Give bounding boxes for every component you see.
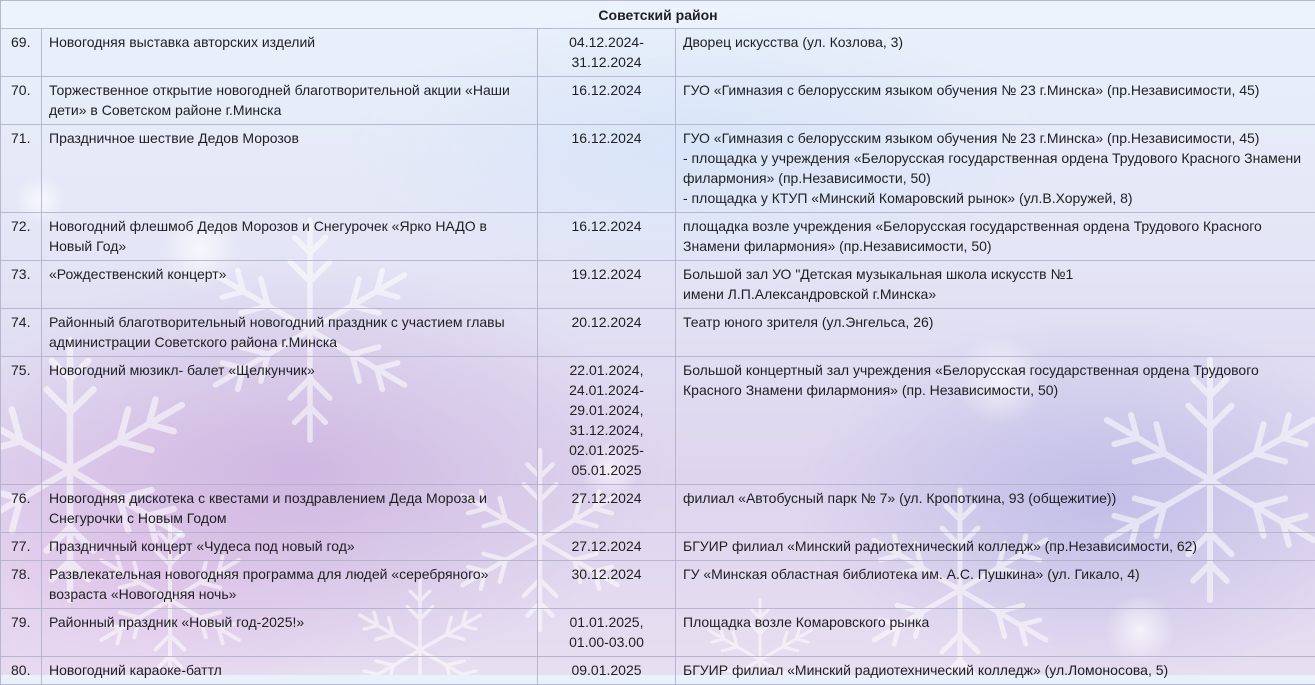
- event-name: Развлекательная новогодняя программа для людей «серебряного» возраста «Новогодняя ночь»: [42, 561, 538, 609]
- event-dates: [538, 561, 676, 609]
- event-number: 80.: [1, 657, 42, 685]
- event-dates: [538, 77, 676, 125]
- event-place: [676, 657, 1315, 685]
- event-dates: [538, 261, 676, 309]
- event-date-line: 27.12.2024: [540, 536, 673, 556]
- event-date-line: 27.12.2024: [540, 488, 673, 508]
- event-name: Новогодний флешмоб Дедов Морозов и Снегурочек «Ярко НАДО в Новый Год»: [42, 213, 538, 261]
- event-place: [676, 309, 1315, 357]
- event-date-line: 09.01.2025: [540, 660, 673, 680]
- event-place-line: Площадка возле Комаровского рынка: [683, 612, 1307, 632]
- event-date-line: 29.01.2024,: [540, 400, 673, 420]
- event-place-line: имени Л.П.Александровской г.Минска»: [683, 284, 1307, 304]
- event-place-line: Театр юного зрителя (ул.Энгельса, 26): [683, 312, 1307, 332]
- event-date-line: 31.12.2024,: [540, 420, 673, 440]
- event-date-line: 05.01.2025: [540, 460, 673, 480]
- event-number: 74.: [1, 309, 42, 357]
- event-dates: [538, 357, 676, 485]
- event-place-line: Большой зал УО "Детская музыкальная школа искусств №1: [683, 264, 1307, 284]
- event-number: 70.: [1, 77, 42, 125]
- event-name: Праздничный концерт «Чудеса под новый год»: [42, 533, 538, 561]
- event-date-line: 02.01.2025-: [540, 440, 673, 460]
- table-row: [1, 357, 1315, 485]
- district-header-row: [1, 1, 1315, 29]
- event-place: [676, 609, 1315, 657]
- table-row: [1, 533, 1315, 561]
- event-date-line: 16.12.2024: [540, 128, 673, 148]
- event-place: [676, 125, 1315, 213]
- event-number: 76.: [1, 485, 42, 533]
- event-place-line: ГУО «Гимназия с белорусским языком обучения № 23 г.Минска» (пр.Независимости, 45): [683, 128, 1307, 148]
- event-place-line: Дворец искусства (ул. Козлова, 3): [683, 32, 1307, 52]
- table-row: [1, 213, 1315, 261]
- event-place: [676, 213, 1315, 261]
- event-number: 69.: [1, 29, 42, 77]
- table-row: [1, 657, 1315, 685]
- event-place: [676, 29, 1315, 77]
- table-row: [1, 125, 1315, 213]
- event-date-line: 30.12.2024: [540, 564, 673, 584]
- event-date-line: 16.12.2024: [540, 216, 673, 236]
- event-name: Новогодний мюзикл- балет «Щелкунчик»: [42, 357, 538, 485]
- event-name: Районный благотворительный новогодний праздник с участием главы администрации Советского района г.Минска: [42, 309, 538, 357]
- district-title: Советский район: [1, 1, 1315, 29]
- event-number: 78.: [1, 561, 42, 609]
- event-place-line: ГУО «Гимназия с белорусским языком обучения № 23 г.Минска» (пр.Независимости, 45): [683, 80, 1307, 100]
- event-place-line: Большой концертный зал учреждения «Белорусская государственная ордена Трудового Красного Знамени филармония» (пр. Независимости, 50): [683, 360, 1307, 400]
- table-row: [1, 609, 1315, 657]
- event-dates: [538, 485, 676, 533]
- event-dates: [538, 213, 676, 261]
- event-name: Новогодняя дискотека с квестами и поздравлением Деда Мороза и Снегурочки с Новым Годом: [42, 485, 538, 533]
- event-dates: [538, 609, 676, 657]
- event-place-line: филиал «Автобусный парк № 7» (ул. Кропоткина, 93 (общежитие)): [683, 488, 1307, 508]
- event-place-line: БГУИР филиал «Минский радиотехнический колледж» (ул.Ломоносова, 5): [683, 660, 1307, 680]
- event-name: Торжественное открытие новогодней благотворительной акции «Наши дети» в Советском районе г.Минска: [42, 77, 538, 125]
- event-place: [676, 357, 1315, 485]
- table-row: [1, 77, 1315, 125]
- event-dates: [538, 29, 676, 77]
- event-place: [676, 561, 1315, 609]
- event-name: Новогодний караоке-баттл: [42, 657, 538, 685]
- table-row: [1, 29, 1315, 77]
- event-date-line: 01.00-03.00: [540, 632, 673, 652]
- event-dates: [538, 125, 676, 213]
- event-number: 77.: [1, 533, 42, 561]
- event-number: 71.: [1, 125, 42, 213]
- event-place: [676, 485, 1315, 533]
- event-place-line: - площадка у КТУП «Минский Комаровский рынок» (ул.В.Хоружей, 8): [683, 188, 1307, 208]
- event-name: «Рождественский концерт»: [42, 261, 538, 309]
- table-row: [1, 309, 1315, 357]
- event-name: Районный праздник «Новый год-2025!»: [42, 609, 538, 657]
- table-row: [1, 261, 1315, 309]
- event-date-line: 22.01.2024,: [540, 360, 673, 380]
- event-place-line: площадка возле учреждения «Белорусская государственная ордена Трудового Красного Знамени филармония» (пр.Независимости, 50): [683, 216, 1307, 256]
- event-date-line: 16.12.2024: [540, 80, 673, 100]
- event-place: [676, 77, 1315, 125]
- event-name: Новогодняя выставка авторских изделий: [42, 29, 538, 77]
- event-date-line: 04.12.2024-: [540, 32, 673, 52]
- event-place-line: - площадка у учреждения «Белорусская государственная ордена Трудового Красного Знамени филармония» (пр.Независимости, 50): [683, 148, 1307, 188]
- event-place: [676, 261, 1315, 309]
- event-date-line: 24.01.2024-: [540, 380, 673, 400]
- event-name: Праздничное шествие Дедов Морозов: [42, 125, 538, 213]
- event-place: [676, 533, 1315, 561]
- event-date-line: 01.01.2025,: [540, 612, 673, 632]
- event-dates: [538, 533, 676, 561]
- event-number: 79.: [1, 609, 42, 657]
- event-place-line: ГУ «Минская областная библиотека им. А.С. Пушкина» (ул. Гикало, 4): [683, 564, 1307, 584]
- event-dates: [538, 309, 676, 357]
- event-date-line: 19.12.2024: [540, 264, 673, 284]
- event-number: 72.: [1, 213, 42, 261]
- event-dates: [538, 657, 676, 685]
- event-number: 73.: [1, 261, 42, 309]
- event-date-line: 20.12.2024: [540, 312, 673, 332]
- table-row: [1, 485, 1315, 533]
- table-row: [1, 561, 1315, 609]
- event-number: 75.: [1, 357, 42, 485]
- event-place-line: БГУИР филиал «Минский радиотехнический колледж» (пр.Независимости, 62): [683, 536, 1307, 556]
- event-date-line: 31.12.2024: [540, 52, 673, 72]
